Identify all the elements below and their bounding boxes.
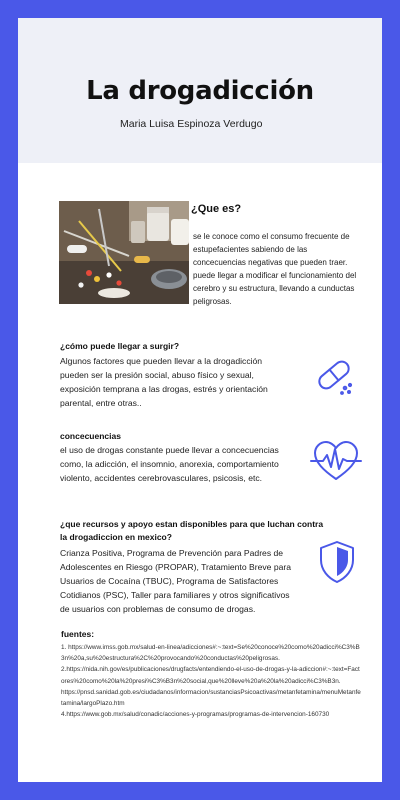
drugs-photo — [59, 201, 189, 304]
heartbeat-icon — [309, 439, 363, 488]
recursos-text: Crianza Positiva, Programa de Prevención para Padres de Adolescentes en Riesgo (PROPAR), Tratamiento Breve para Usuarios de Cocaína (TBUC), Programa de Satisfactores Cotidianos (PSC), Taller para familiares y otros significativos de usuarios con problemas de consumo de drogas. — [60, 548, 292, 614]
que-es-heading: ¿Que es? — [191, 203, 242, 215]
que-es-text: se le conoce como el consumo frecuente de estupefacientes sabiendo de las concecuencias negativas que pueden traer. puede llegar a modificar el funcionamiento del cerebro y su estructura, llevando a cunductas peligrosas. — [193, 232, 357, 306]
source-item[interactable]: https://pnsd.sanidad.gob.es/ciudadanos/informacion/sustanciasPsicoactivas/metanfetamina/menuMetanfetamina/largoPlazo.htm — [61, 688, 361, 708]
sources-heading: fuentes: — [61, 629, 95, 639]
surgir-text: Algunos factores que pueden llevar a la drogadicción pueden ser la presión social, abuso físico y sexual, exposición temprana a las drogas, estrés y orientación parental, entre otras.. — [60, 356, 268, 408]
header-band — [18, 18, 382, 163]
consecuencias-text: el uso de drogas constante puede llevar a concecuencias como, la adicción, el insomnio, anorexia, comportamiento violento, accidentes cerebrovasculares, psicosis, etc. — [60, 445, 279, 483]
author-name: Maria Luisa Espinoza Verdugo — [120, 118, 263, 130]
source-item[interactable]: 1. https://www.imss.gob.mx/salud-en-linea/adicciones#:~:text=Se%20conoce%20como%20adicci%C3%B3n%20a,su%20estructura%2C%20provocando%20conductas%20peligrosas. — [61, 644, 360, 663]
recursos-heading: ¿que recursos y apoyo estan disponibles para que luchan contra la drogadiccion en mexico? — [60, 519, 324, 542]
consecuencias-heading: concecuencias — [60, 431, 121, 441]
source-item[interactable]: 2.https://nida.nih.gov/es/publicaciones/drugfacts/entendiendo-el-uso-de-drogas-y-la-adiccion#:~:text=Factores%20como%20la%20presi%C3%B3n%20social,que%20lleve%20a%20la%20adicci%C3%B3n. — [61, 666, 360, 685]
shield-icon — [317, 539, 357, 590]
surgir-heading: ¿cómo puede llegar a surgir? — [60, 341, 180, 351]
sources-list — [61, 642, 361, 720]
page-title: La drogadicción — [86, 76, 314, 106]
pill-capsule-icon — [311, 352, 357, 403]
source-item[interactable]: 4.https://www.gob.mx/salud/conadic/acciones-y-programas/programas-de-intervencion-160730 — [61, 711, 330, 719]
infographic-page — [18, 18, 382, 782]
